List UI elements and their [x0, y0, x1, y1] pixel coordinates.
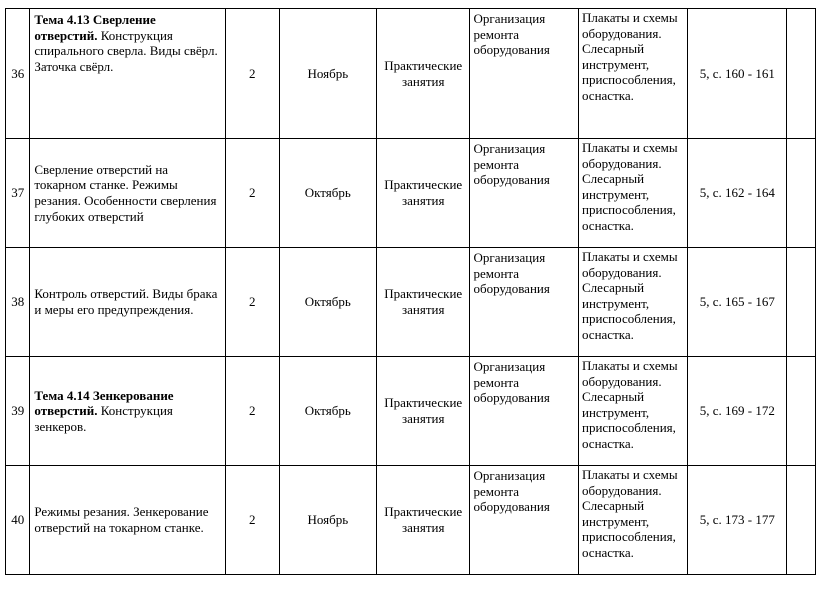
lesson-type-cell: Практические занятия — [376, 357, 469, 466]
lesson-type-cell: Практические занятия — [376, 248, 469, 357]
reference-cell: 5, с. 173 - 177 — [688, 466, 787, 575]
section-cell: Организация ремонта оборудования — [470, 9, 579, 139]
equipment-cell: Плакаты и схемы оборудования. Слесарный инструмент, приспособления, оснастка. — [578, 248, 687, 357]
lesson-type-cell: Практические занятия — [376, 466, 469, 575]
topic-title: Тема 4.14 Зенкерование отверстий. — [34, 387, 174, 419]
month-cell: Ноябрь — [279, 466, 376, 575]
lesson-plan-table — [5, 8, 816, 575]
table-row — [6, 357, 816, 466]
row-number: 40 — [6, 466, 30, 575]
topic-cell — [30, 139, 226, 248]
month-cell: Октябрь — [279, 357, 376, 466]
lesson-type-cell: Практические занятия — [376, 139, 469, 248]
reference-cell: 5, с. 165 - 167 — [688, 248, 787, 357]
hours-cell: 2 — [225, 357, 279, 466]
topic-text: Контроль отверстий. Виды брака и меры его предупреждения. — [34, 286, 218, 317]
topic-cell — [30, 357, 226, 466]
month-cell: Ноябрь — [279, 9, 376, 139]
topic-cell — [30, 248, 226, 357]
table-row — [6, 466, 816, 575]
equipment-cell: Плакаты и схемы оборудования. Слесарный инструмент, приспособления, оснастка. — [578, 357, 687, 466]
topic-cell — [30, 9, 226, 139]
hours-cell: 2 — [225, 9, 279, 139]
lesson-type-cell: Практические занятия — [376, 9, 469, 139]
empty-cell — [787, 248, 816, 357]
row-number: 38 — [6, 248, 30, 357]
table-row — [6, 9, 816, 139]
row-number: 36 — [6, 9, 30, 139]
reference-cell: 5, с. 160 - 161 — [688, 9, 787, 139]
hours-cell: 2 — [225, 248, 279, 357]
topic-text: Режимы резания. Зенкерование отверстий на токарном станке. — [34, 504, 209, 535]
topic-text: Конструкция спирального сверла. Виды свёрл. Заточка свёрл. — [34, 27, 218, 74]
empty-cell — [787, 466, 816, 575]
hours-cell: 2 — [225, 466, 279, 575]
row-number: 37 — [6, 139, 30, 248]
month-cell: Октябрь — [279, 248, 376, 357]
reference-cell: 5, с. 169 - 172 — [688, 357, 787, 466]
month-cell: Октябрь — [279, 139, 376, 248]
topic-cell — [30, 466, 226, 575]
empty-cell — [787, 357, 816, 466]
hours-cell: 2 — [225, 139, 279, 248]
table-row — [6, 248, 816, 357]
table-row — [6, 139, 816, 248]
empty-cell — [787, 9, 816, 139]
topic-title: Тема 4.13 Сверление отверстий. — [34, 12, 156, 43]
empty-cell — [787, 139, 816, 248]
equipment-cell: Плакаты и схемы оборудования. Слесарный инструмент, приспособления, оснастка. — [578, 9, 687, 139]
section-cell: Организация ремонта оборудования — [470, 139, 579, 248]
reference-cell: 5, с. 162 - 164 — [688, 139, 787, 248]
equipment-cell: Плакаты и схемы оборудования. Слесарный инструмент, приспособления, оснастка. — [578, 466, 687, 575]
topic-text: Конструкция зенкеров. — [34, 403, 173, 434]
equipment-cell: Плакаты и схемы оборудования. Слесарный инструмент, приспособления, оснастка. — [578, 139, 687, 248]
row-number: 39 — [6, 357, 30, 466]
section-cell: Организация ремонта оборудования — [470, 248, 579, 357]
topic-text: Сверление отверстий на токарном станке. Режимы резания. Особенности сверления глубоких отверстий — [34, 161, 217, 224]
section-cell: Организация ремонта оборудования — [470, 357, 579, 466]
section-cell: Организация ремонта оборудования — [470, 466, 579, 575]
